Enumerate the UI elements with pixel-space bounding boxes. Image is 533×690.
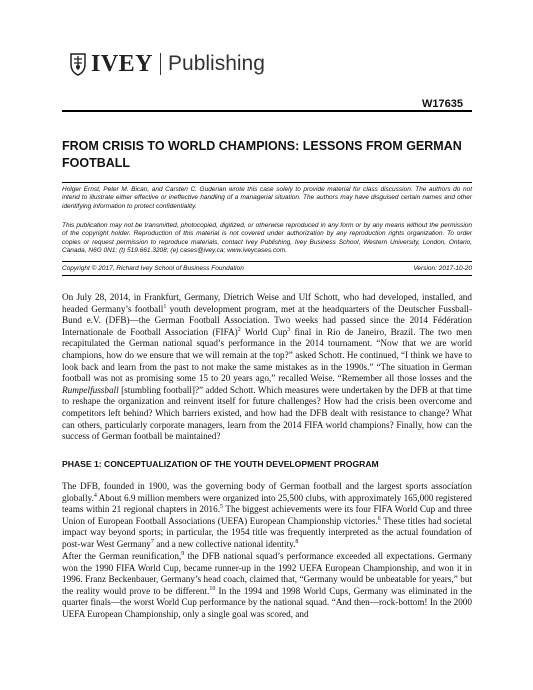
- case-title: FROM CRISIS TO WORLD CHAMPIONS: LESSONS FROM GERMAN FOOTBALL: [62, 139, 462, 170]
- disclaimer-rule-mid: [62, 261, 472, 262]
- brand-name: IVEY: [91, 50, 154, 77]
- disclaimer-rule-top: [62, 182, 472, 183]
- case-number: W17635: [422, 98, 463, 110]
- ivey-publishing-logo: [69, 50, 265, 78]
- crest-icon: [69, 52, 87, 76]
- publisher-name: Publishing: [168, 52, 265, 75]
- footnote-ref[interactable]: 7: [150, 538, 154, 545]
- section-paragraph-1: The DFB, founded in 1900, was the governing body of German football and the largest sports association globally.$^4$ About 6.9 million members were organized into 25,500 clubs, with approximately 165,000 registered teams within 21 regional chapters in 2016.$^5$ The biggest achievements were its four FIFA World Cup and three Union of European Football Associations (UEFA) European Championship victories.$^6$ These titles had societal impact way beyond sports; in particular, the 1954 title was frequently interpreted as the actual foundation of post-war West Germany$^7$ and a new collective national identity.$^8$: [62, 481, 472, 549]
- permission-notice: This publication may not be transmitted, photocopied, digitized, or otherwise reproduced in any form or by any means without the permission of the copyright holder. Reproduction of this material is not covered under authorization by any reproduction rights organization. To order copies or request permission to reproduce materials, contact Ivey Publishing, Ivey Business School, Western University, London, Ontario, Canada, N6G 0N1; (t) 519.661.3208; (e) cases@ivey.ca; www.iveycases.com.: [62, 222, 472, 255]
- footnote-ref[interactable]: 6: [377, 515, 381, 522]
- version-text: Version: 2017-10-20: [413, 265, 472, 272]
- header-rule: [62, 110, 472, 112]
- author-disclaimer: Holger Ernst, Peter M. Bican, and Carsten C. Guderian wrote this case solely to provide material for class discussion. The authors do not intend to illustrate either effective or ineffective handling of a managerial situation. The authors may have disguised certain names and other identifying information to protect confidentiality.: [62, 186, 472, 210]
- footnote-ref[interactable]: 1: [163, 303, 167, 310]
- logo-divider: [160, 53, 161, 75]
- disclaimer-rule-bottom: [62, 275, 472, 276]
- footnote-ref[interactable]: 8: [295, 538, 299, 545]
- footnote-ref[interactable]: 3: [287, 326, 291, 333]
- footnote-ref[interactable]: 5: [220, 504, 224, 511]
- copyright-text: Copyright © 2017, Richard Ivey School of Business Foundation: [62, 265, 244, 272]
- footnote-ref[interactable]: 10: [209, 585, 216, 592]
- footnote-ref[interactable]: 9: [181, 550, 185, 557]
- intro-paragraph: On July 28, 2014, in Frankfurt, Germany, Dietrich Weise and Ulf Schott, who had developed, installed, and headed Germany’s football$^1$ youth development program, met at the headquarters of the Deutscher Fussball-Bund e.V. (DFB)—the German Football Association. Two weeks had passed since the 2014 Fédération Internationale de Football Association (FIFA)$^2$ World Cup$^3$ final in Rio de Janeiro, Brazil. The two men recapitulated the German national squad’s performance in the 2014 tournament. “Now that we are world champions, how do we ensure that we will remain at the top?” asked Schott. He continued, “I think we have to look back and learn from the past to not make the same mistakes as in the 1990s.” “The situation in German football was not as promising some 15 to 20 years ago,” recalled Weise. “Remember all those losses and the Rumpelfussball [stumbling football]?” added Schott. Which measures were undertaken by the DFB at that time to reshape the organization and reinvent itself for future challenges? How had the crisis been overcome and competitors left behind? Which barriers existed, and how had the DFB dealt with resistance to change? What can others, particularly corporate managers, learn from the 2014 FIFA world champions? Finally, how can the success of German football be maintained?: [62, 292, 472, 442]
- footnote-ref[interactable]: 2: [237, 326, 241, 333]
- copyright-row: [62, 265, 472, 272]
- section-paragraph-2: After the German reunification,$^9$ the DFB national squad’s performance exceeded all expectations. Germany won the 1990 FIFA World Cup, became runner-up in the 1992 UEFA European Championship, and won it in 1996. Franz Beckenbauer, Germany’s head coach, claimed that, “Germany would be unbeatable for years,” but the reality would prove to be different.$^{10}$ In the 1994 and 1998 World Cups, Germany was eliminated in the quarter finals—the worst World Cup performance by the national squad. “And then—rock-bottom! In the 2000 UEFA European Championship, only a single goal was scored, and: [62, 550, 472, 619]
- section-heading: PHASE 1: CONCEPTUALIZATION OF THE YOUTH DEVELOPMENT PROGRAM: [62, 459, 379, 469]
- footnote-ref[interactable]: 4: [93, 492, 97, 499]
